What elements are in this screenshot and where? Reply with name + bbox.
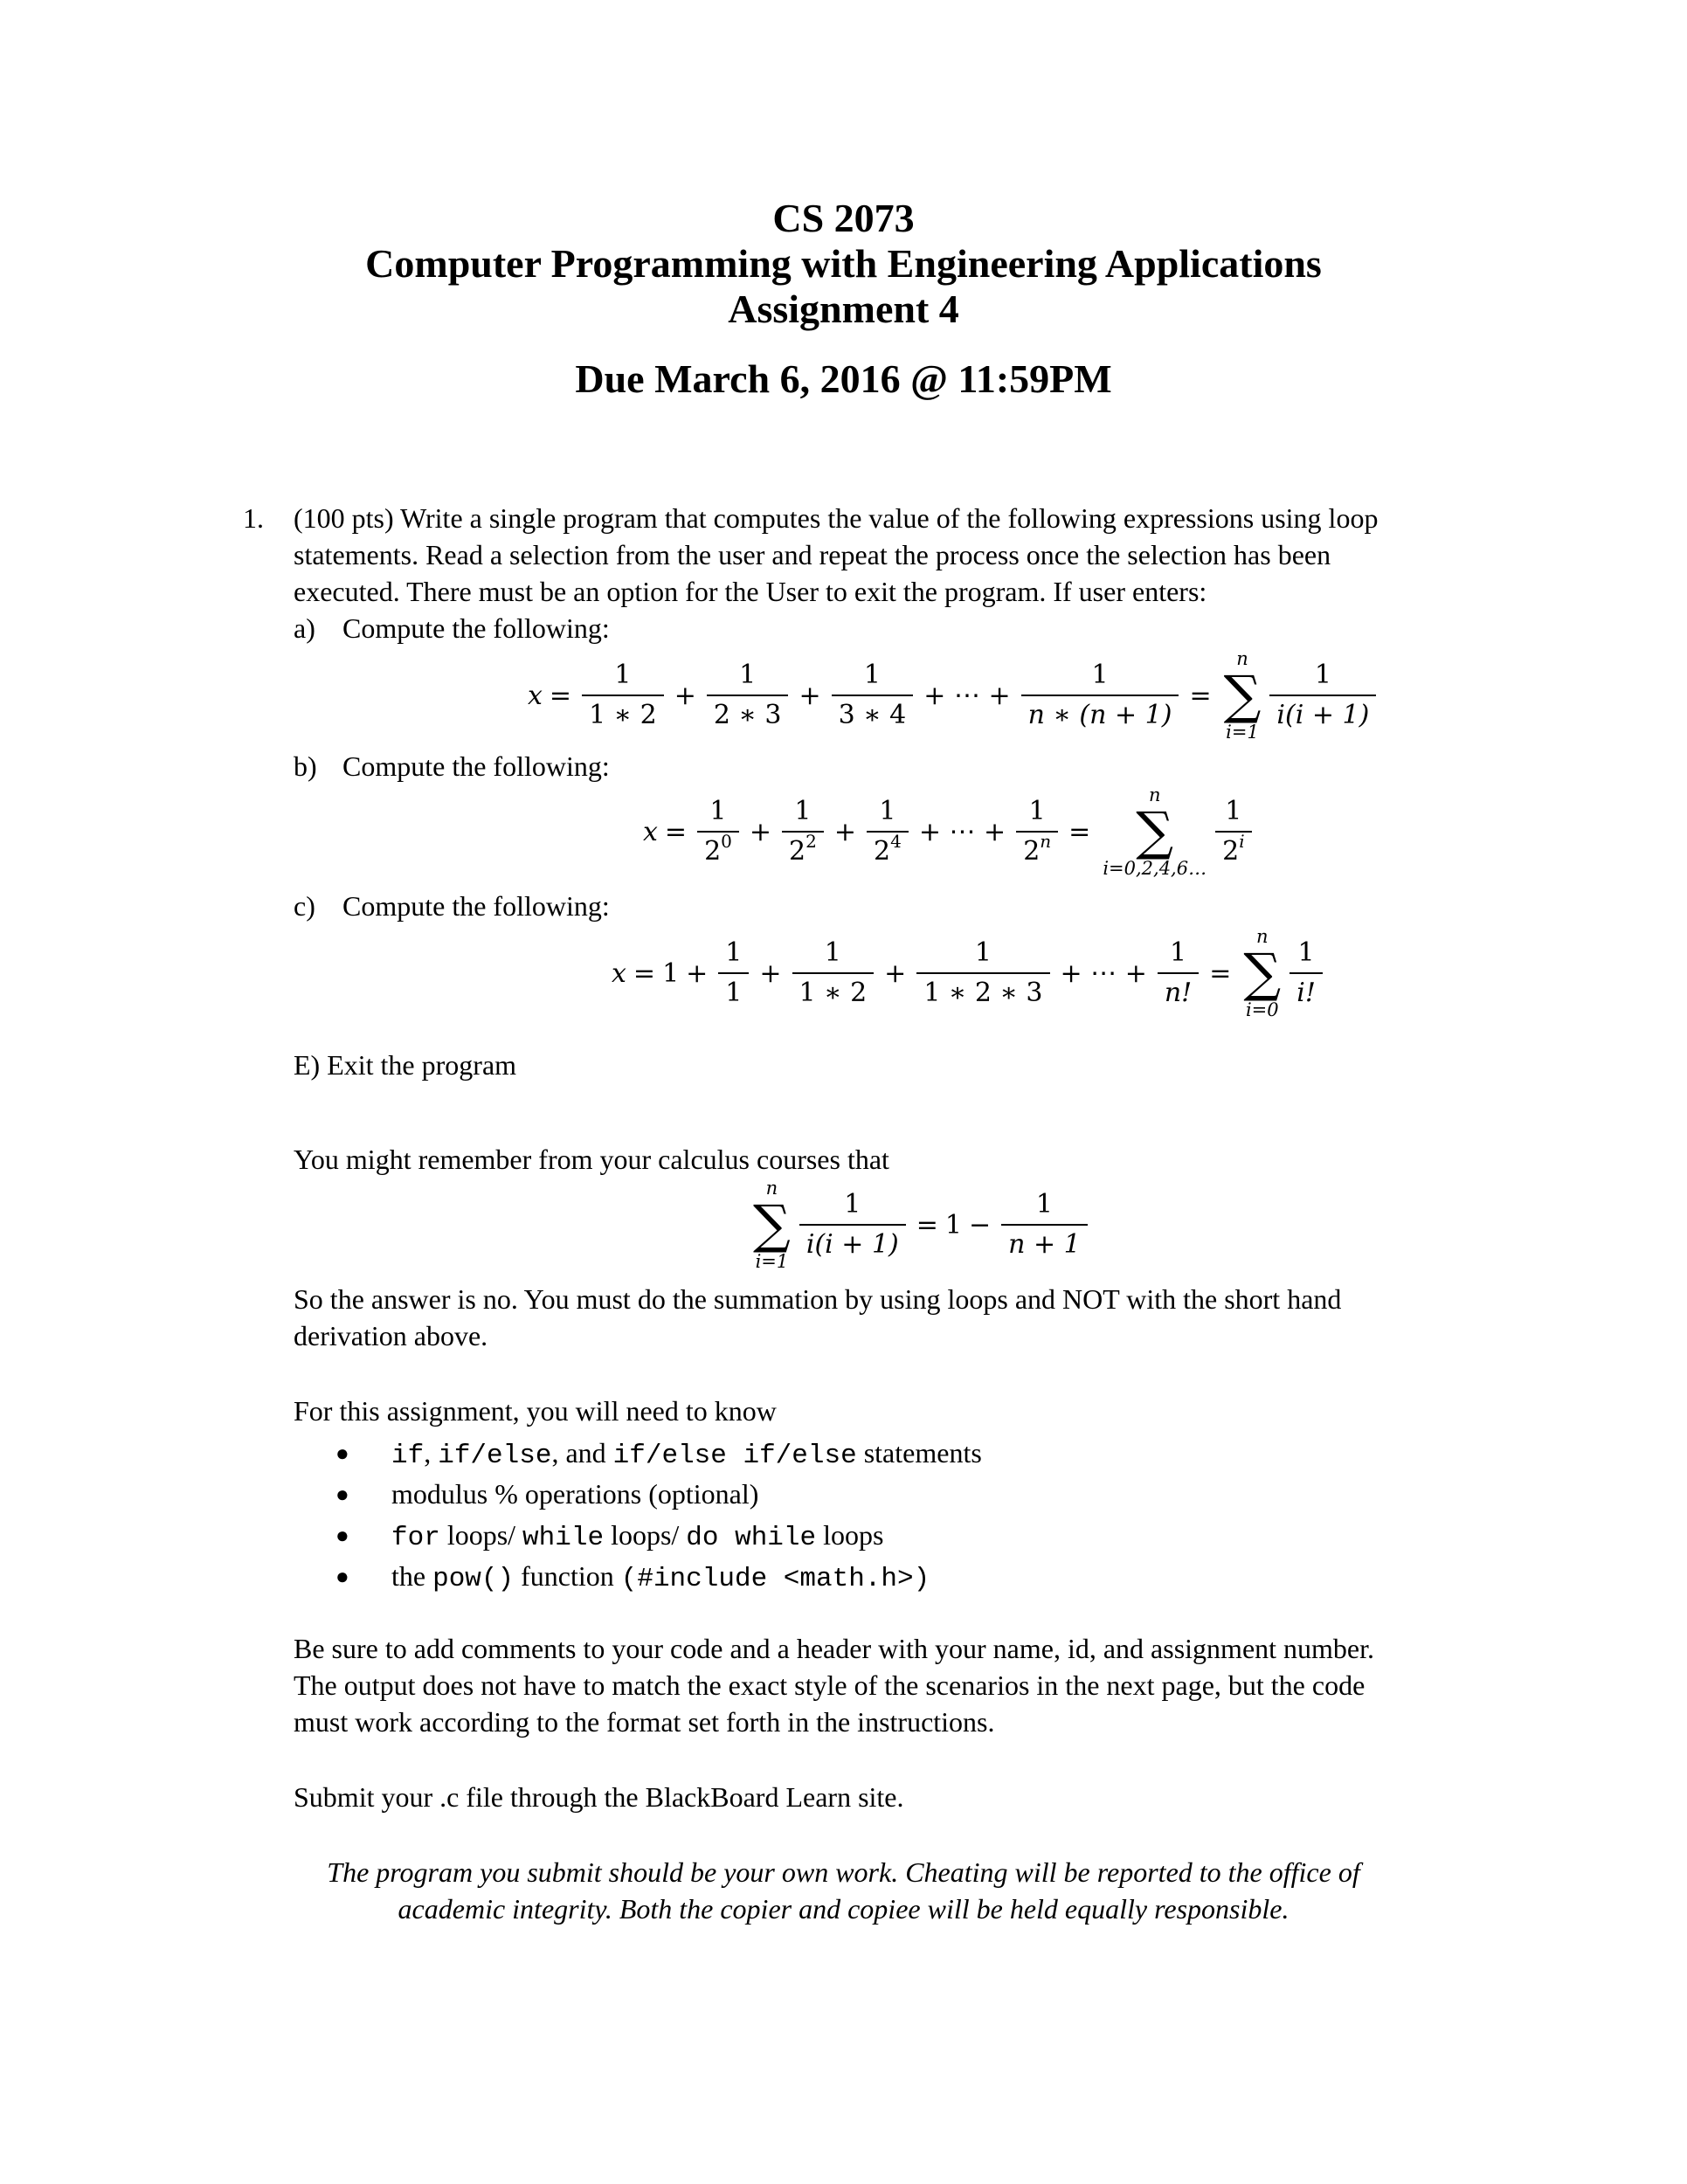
eq-c-summation: n ∑ i=0 [1243, 926, 1282, 1020]
due-date: Due March 6, 2016 @ 11:59PM [575, 356, 1112, 401]
eq-b-term-n: $\frac{1}{2^n}$ [1016, 796, 1058, 867]
option-a-label: a) [294, 612, 315, 644]
instructions-line-3: must work according to the format set forth in the instructions. [294, 1706, 995, 1738]
eq-calc-rhs-term: $\frac{1}{n + 1}$ [1001, 1189, 1088, 1261]
option-b-text: Compute the following: [342, 750, 610, 782]
eq-a-term-n: $\frac{1}{n ∗ (n + 1)}$ [1021, 660, 1179, 731]
eq-c-term-2: $\frac{1}{1 ∗ 2}$ [792, 937, 875, 1009]
instructions-line-2: The output does not have to match the exact style of the scenarios in the next page, but the code [294, 1669, 1366, 1701]
problem-intro-line-3: executed. There must be an option for the User to exit the program. If user enters: [294, 576, 1207, 607]
eq-c-first: 1 [662, 957, 680, 989]
eq-c-term-n: $\frac{1}{n!}$ [1158, 937, 1199, 1009]
list-item: ● for loops/ while loops/ do while loops [294, 1515, 1517, 1556]
eq-a-sum-term: $\frac{1}{i(i + 1)}$ [1269, 660, 1376, 731]
option-c-label: c) [294, 890, 315, 922]
bullet-icon: ● [335, 1482, 349, 1507]
eq-calc-sum-term: $\frac{1}{i(i + 1)}$ [799, 1189, 906, 1261]
eq-a-term-1: $\frac{1}{1 ∗ 2}$ [582, 660, 664, 731]
eq-b-term-1: $\frac{1}{2^0}$ [697, 796, 739, 867]
eq-c-term-3: $\frac{1}{1 ∗ 2 ∗ 3}$ [916, 937, 1049, 1009]
eq-a-summation: n ∑ i=1 [1223, 648, 1262, 743]
eq-calc-summation: n ∑ i=1 [753, 1178, 791, 1272]
submit-note: Submit your .c file through the BlackBoard Learn site. [294, 1781, 904, 1813]
list-item: ● the pow() function (#include <math.h>) [294, 1556, 1517, 1597]
eq-a-lhs: x [528, 680, 543, 711]
option-a-text: Compute the following: [342, 612, 610, 644]
answer-line-2: derivation above. [294, 1320, 488, 1351]
option-c-text: Compute the following: [342, 890, 610, 922]
bullet-icon: ● [335, 1441, 349, 1466]
eq-c-term-1: $\frac{1}{1}$ [718, 937, 749, 1009]
eq-b-sum-term: $\frac{1}{2^i}$ [1215, 796, 1252, 867]
eq-c-sum-term: $\frac{1}{i!}$ [1289, 937, 1323, 1009]
bullet-icon: ● [335, 1564, 349, 1589]
eq-a-term-2: $\frac{1}{2 ∗ 3}$ [707, 660, 789, 731]
eq-b-term-2: $\frac{1}{2^2}$ [782, 796, 824, 867]
need-to-know-list [294, 1433, 1517, 1597]
list-item: ● if, if/else, and if/else if/else statements [294, 1433, 1517, 1474]
equation-b: x = $\frac{1}{2^0}$ + $\frac{1}{2^2}$ + $\frac{1}{2^4}$ + ⋯ + $\frac{1}{2^n}$ = n ∑ i=0,2,4,6… $\frac{1}{2^i}$ [643, 784, 1255, 879]
option-b-label: b) [294, 750, 317, 782]
instructions-line-1: Be sure to add comments to your code and a header with your name, id, and assignment number. [294, 1633, 1375, 1664]
option-exit: E) Exit the program [294, 1049, 517, 1081]
eq-a-term-3: $\frac{1}{3 ∗ 4}$ [832, 660, 914, 731]
equation-calculus: n ∑ i=1 $\frac{1}{i(i + 1)}$ = 1 − $\frac{1}{n + 1}$ [748, 1178, 1091, 1272]
answer-line-1: So the answer is no. You must do the summation by using loops and NOT with the short hand [294, 1283, 1342, 1315]
eq-c-lhs: x [612, 957, 626, 989]
equation-a: x = $\frac{1}{1 ∗ 2}$ + $\frac{1}{2 ∗ 3}$ + $\frac{1}{3 ∗ 4}$ + ⋯ + $\frac{1}{n ∗ (n + 1)}$ = n ∑ i=1 $\frac{1}{i(i + 1)}$ [528, 648, 1379, 743]
eq-b-term-3: $\frac{1}{2^4}$ [867, 796, 909, 867]
equation-c: x = 1 + $\frac{1}{1}$ + $\frac{1}{1 ∗ 2}$ + $\frac{1}{1 ∗ 2 ∗ 3}$ + ⋯ + $\frac{1}{n!}$ = n ∑ i=0 $\frac{1}{i!}$ [612, 926, 1326, 1020]
problem-intro-line-2: statements. Read a selection from the user and repeat the process once the selection has been [294, 539, 1331, 570]
bullet-icon: ● [335, 1523, 349, 1548]
problem-number: 1. [243, 502, 264, 534]
eq-b-lhs: x [643, 816, 658, 847]
problem-intro-line-1: (100 pts) Write a single program that computes the value of the following expressions using loop [294, 502, 1379, 534]
need-to-know-intro: For this assignment, you will need to know [294, 1395, 777, 1427]
eq-b-summation: n ∑ i=0,2,4,6… [1103, 784, 1207, 879]
integrity-line-1: The program you submit should be your own work. Cheating will be reported to the office of [327, 1856, 1360, 1888]
calculus-note: You might remember from your calculus courses that [294, 1144, 889, 1175]
course-code: CS 2073 [772, 196, 915, 240]
course-title: Computer Programming with Engineering Applications [365, 241, 1322, 286]
assignment-title: Assignment 4 [728, 287, 959, 331]
integrity-line-2: academic integrity. Both the copier and copiee will be held equally responsible. [398, 1893, 1289, 1925]
eq-calc-one: 1 [944, 1209, 962, 1241]
list-item: ● modulus % operations (optional) [294, 1474, 1517, 1515]
